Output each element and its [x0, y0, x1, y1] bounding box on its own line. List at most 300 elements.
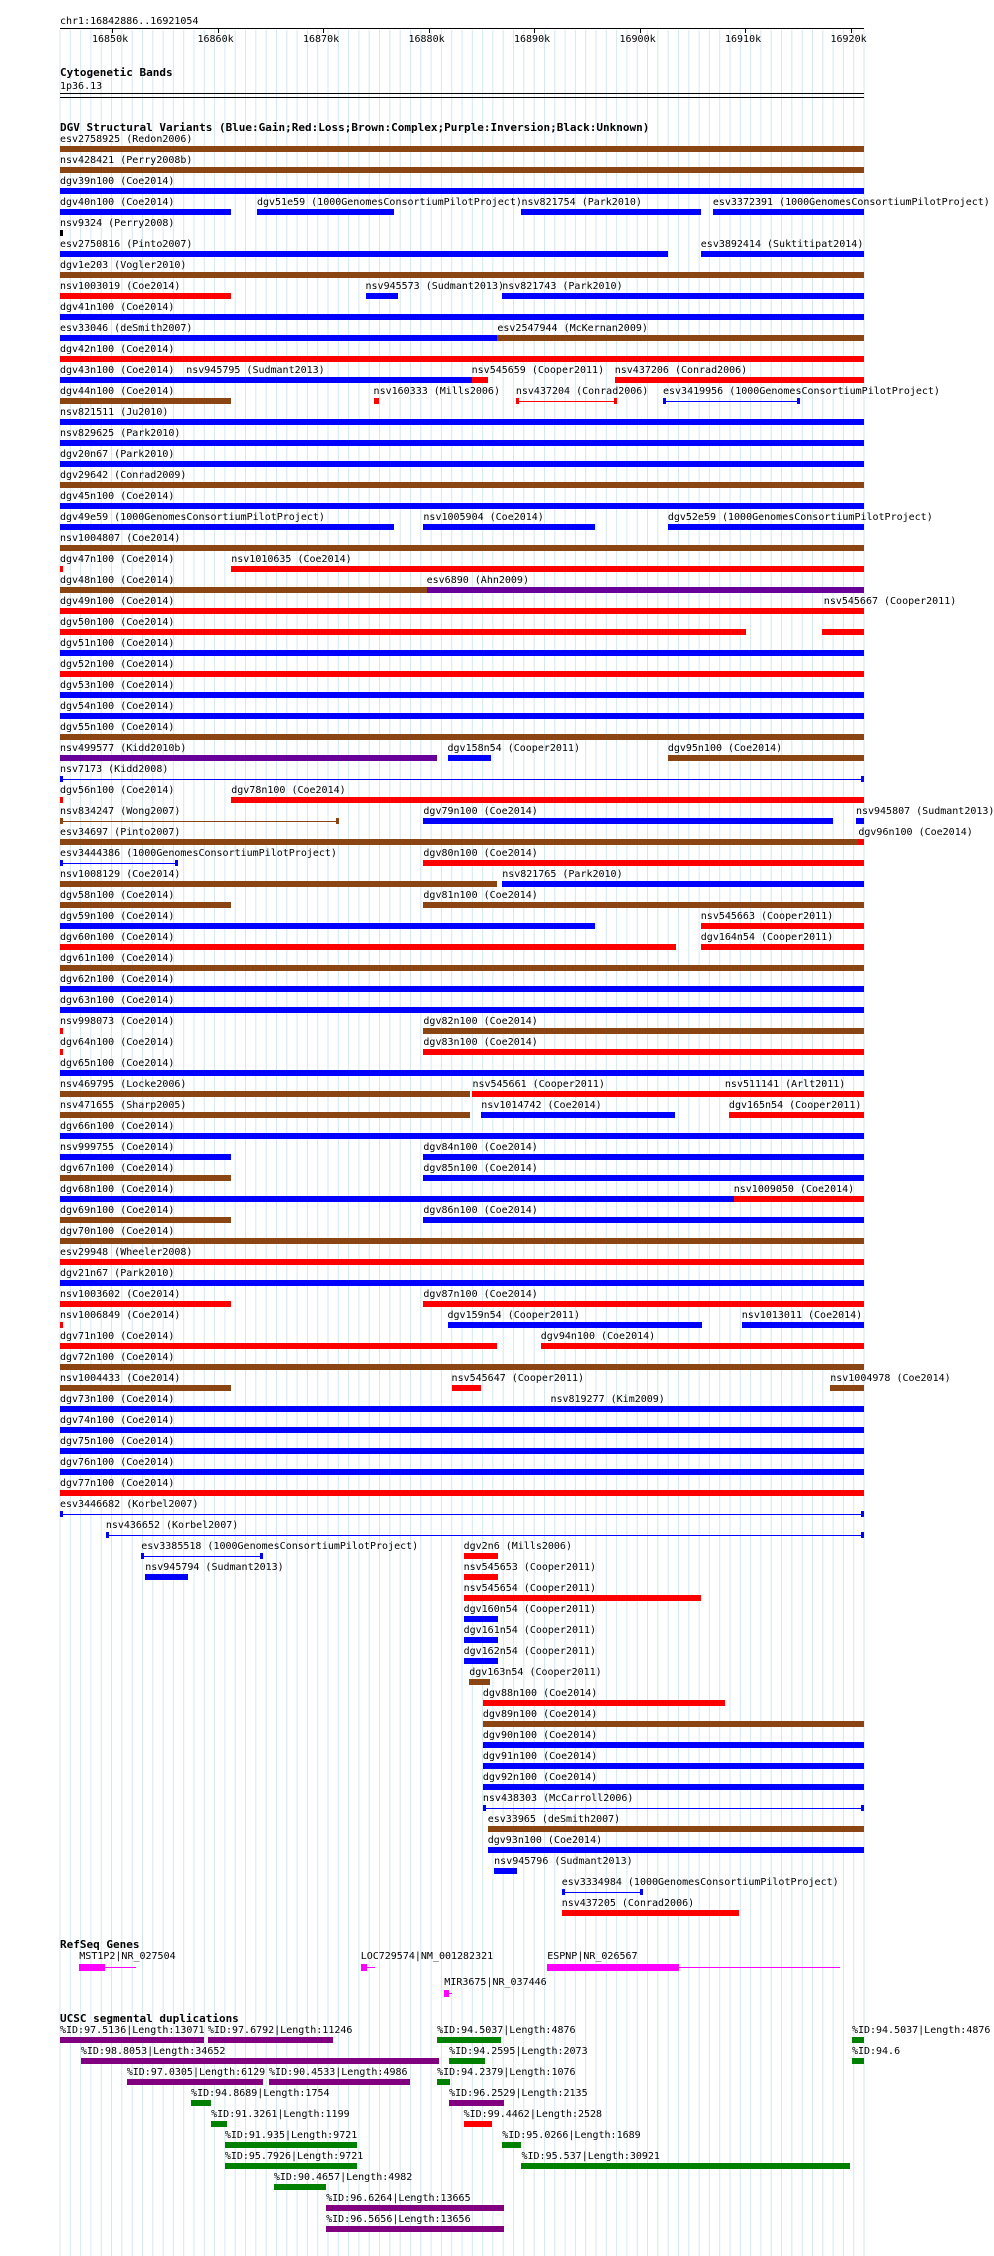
variant-bar[interactable]	[494, 1868, 517, 1874]
segdup-bar[interactable]	[437, 2079, 450, 2085]
variant-label: dgv2n6 (Mills2006)	[463, 1541, 572, 1552]
variant-bar[interactable]	[60, 1322, 63, 1328]
variant-label: nsv545654 (Cooper2011)	[463, 1583, 597, 1594]
variant-bar[interactable]	[60, 188, 864, 194]
variant-label: dgv75n100 (Coe2014)	[60, 1436, 175, 1447]
variant-label: dgv74n100 (Coe2014)	[60, 1415, 175, 1426]
variant-bar[interactable]	[60, 881, 497, 887]
variant-label: nsv7173 (Kidd2008)	[60, 764, 169, 775]
variant-bar[interactable]	[701, 923, 864, 929]
variant-label: nsv437206 (Conrad2006)	[614, 365, 748, 376]
variant-bar[interactable]	[742, 1322, 864, 1328]
variant-label: dgv77n100 (Coe2014)	[60, 1478, 175, 1489]
variant-bar[interactable]	[141, 1556, 262, 1557]
variant-label: dgv49e59 (1000GenomesConsortiumPilotProject)	[60, 512, 325, 523]
variant-label: dgv42n100 (Coe2014)	[60, 344, 175, 355]
variant-bar[interactable]	[427, 587, 864, 593]
cytoband-bar-lower	[60, 97, 864, 98]
segdup-label: %ID:94.2379|Length:1076	[437, 2067, 576, 2078]
variant-bar[interactable]	[464, 1658, 499, 1664]
variant-bar[interactable]	[464, 1637, 499, 1643]
variant-bar[interactable]	[701, 251, 864, 257]
ruler-tick	[323, 29, 324, 33]
variant-bar[interactable]	[483, 1742, 864, 1748]
variant-bar[interactable]	[186, 377, 475, 383]
variant-bar[interactable]	[60, 1469, 864, 1475]
variant-bar[interactable]	[60, 1280, 864, 1286]
variant-label: dgv61n100 (Coe2014)	[60, 953, 175, 964]
variant-bar[interactable]	[60, 1364, 864, 1370]
variant-label: dgv50n100 (Coe2014)	[60, 617, 175, 628]
ruler-tick-label: 16860k	[197, 34, 234, 45]
segdup-label: %ID:94.5037|Length:4876	[437, 2025, 576, 2036]
variant-label: dgv44n100 (Coe2014)	[60, 386, 175, 397]
variant-bar[interactable]	[60, 209, 231, 215]
variant-bar[interactable]	[60, 587, 427, 593]
ruler-tick-label: 16870k	[303, 34, 340, 45]
variant-label: nsv821754 (Park2010)	[521, 197, 642, 208]
variant-bar[interactable]	[663, 401, 800, 402]
variant-label: dgv93n100 (Coe2014)	[487, 1835, 603, 1846]
segdup-label: %ID:96.6264|Length:13665	[326, 2193, 471, 2204]
variant-bar[interactable]	[60, 1007, 864, 1013]
variant-label: dgv82n100 (Coe2014)	[423, 1016, 538, 1027]
ruler-tick	[112, 29, 113, 33]
variant-bar[interactable]	[60, 272, 864, 278]
variant-bar[interactable]	[60, 965, 864, 971]
ruler-tick	[745, 29, 746, 33]
segdup-bar[interactable]	[326, 2205, 504, 2211]
variant-label: dgv45n100 (Coe2014)	[60, 491, 175, 502]
variant-bar[interactable]	[550, 1406, 864, 1412]
variant-bar[interactable]	[562, 1910, 740, 1916]
variant-bar[interactable]	[516, 401, 617, 402]
variant-bar[interactable]	[423, 1154, 864, 1160]
ruler-tick-label: 16920k	[830, 34, 867, 45]
ruler-tick-label: 16850k	[92, 34, 129, 45]
variant-label: nsv437205 (Conrad2006)	[561, 1898, 695, 1909]
variant-bar[interactable]	[497, 335, 864, 341]
variant-label: dgv165n54 (Cooper2011)	[728, 1100, 862, 1111]
variant-label: esv33046 (deSmith2007)	[60, 323, 193, 334]
ruler-tick	[851, 29, 852, 33]
segdup-bar[interactable]	[449, 2058, 485, 2064]
variant-bar[interactable]	[60, 986, 864, 992]
variant-bar[interactable]	[60, 863, 178, 864]
gene-label: MST1P2|NR_027504	[79, 1951, 176, 1962]
variant-bar-end	[336, 818, 339, 824]
variant-label: nsv545667 (Cooper2011)	[823, 596, 957, 607]
variant-bar[interactable]	[423, 1217, 864, 1223]
variant-label: dgv62n100 (Coe2014)	[60, 974, 175, 985]
variant-bar[interactable]	[60, 821, 339, 822]
variant-label: nsv821765 (Park2010)	[502, 869, 623, 880]
segdup-label: %ID:90.4533|Length:4986	[269, 2067, 408, 2078]
variant-label: esv3334984 (1000GenomesConsortiumPilotProject)	[561, 1877, 839, 1888]
variant-label: nsv819277 (Kim2009)	[550, 1394, 665, 1405]
variant-bar-end	[861, 1805, 864, 1811]
variant-label: dgv83n100 (Coe2014)	[423, 1037, 538, 1048]
variant-bar[interactable]	[106, 1535, 864, 1536]
variant-label: dgv54n100 (Coe2014)	[60, 701, 175, 712]
segdup-bar[interactable]	[437, 2037, 501, 2043]
variant-label: dgv84n100 (Coe2014)	[423, 1142, 538, 1153]
segdup-bar[interactable]	[60, 2037, 204, 2043]
variant-label: dgv48n100 (Coe2014)	[60, 575, 175, 586]
variant-label: nsv428421 (Perry2008b)	[60, 155, 193, 166]
variant-label: nsv1013011 (Coe2014)	[741, 1310, 863, 1321]
gene-label: MIR3675|NR_037446	[444, 1977, 547, 1988]
gene-exon[interactable]	[361, 1964, 368, 1971]
segdup-label: %ID:94.2595|Length:2073	[449, 2046, 588, 2057]
variant-bar-end	[175, 860, 178, 866]
variant-label: esv33965 (deSmith2007)	[487, 1814, 621, 1825]
ruler-tick-label: 16910k	[725, 34, 762, 45]
variant-label: esv3444386 (1000GenomesConsortiumPilotProject)	[60, 848, 337, 859]
variant-label: dgv21n67 (Park2010)	[60, 1268, 175, 1279]
variant-bar[interactable]	[60, 356, 864, 362]
variant-bar[interactable]	[448, 1322, 703, 1328]
variant-bar[interactable]	[60, 1175, 231, 1181]
variant-bar-end	[861, 1532, 864, 1538]
variant-label: dgv60n100 (Coe2014)	[60, 932, 175, 943]
variant-label: esv34697 (Pinto2007)	[60, 827, 181, 838]
variant-label: dgv64n100 (Coe2014)	[60, 1037, 175, 1048]
ruler-line	[60, 28, 864, 29]
variant-bar-end	[725, 1091, 728, 1097]
variant-label: esv2758925 (Redon2006)	[60, 134, 193, 145]
cytoband-bar[interactable]	[60, 93, 864, 94]
variant-label: esv3446682 (Korbel2007)	[60, 1499, 199, 1510]
variant-bar[interactable]	[423, 1028, 864, 1034]
variant-bar[interactable]	[464, 1616, 499, 1622]
variant-label: dgv92n100 (Coe2014)	[482, 1772, 598, 1783]
variant-bar[interactable]	[502, 881, 864, 887]
variant-bar[interactable]	[423, 524, 594, 530]
variant-label: nsv438303 (McCarroll2006)	[482, 1793, 634, 1804]
variant-bar[interactable]	[562, 1892, 643, 1893]
variant-label: dgv58n100 (Coe2014)	[60, 890, 175, 901]
variant-bar[interactable]	[472, 377, 488, 383]
variant-bar[interactable]	[60, 419, 864, 425]
variant-bar[interactable]	[60, 440, 864, 446]
variant-bar[interactable]	[60, 608, 864, 614]
variant-bar[interactable]	[464, 1574, 499, 1580]
variant-label: dgv89n100 (Coe2014)	[482, 1709, 598, 1720]
variant-bar[interactable]	[464, 1595, 701, 1601]
variant-bar[interactable]	[615, 377, 864, 383]
variant-bar[interactable]	[423, 1301, 864, 1307]
variant-bar[interactable]	[423, 1175, 864, 1181]
variant-label: dgv40n100 (Coe2014)	[60, 197, 175, 208]
ruler-tick	[640, 29, 641, 33]
segdup-bar[interactable]	[852, 2037, 864, 2043]
variant-label: dgv63n100 (Coe2014)	[60, 995, 175, 1006]
variant-bar[interactable]	[60, 944, 676, 950]
variant-bar[interactable]	[60, 566, 63, 572]
ruler-tick	[218, 29, 219, 33]
segdup-label: %ID:97.5136|Length:13071	[60, 2025, 205, 2036]
gene-label: ESPNP|NR_026567	[547, 1951, 638, 1962]
variant-bar[interactable]	[374, 398, 380, 404]
variant-bar[interactable]	[60, 923, 595, 929]
variant-label: dgv85n100 (Coe2014)	[423, 1163, 538, 1174]
variant-label: nsv545661 (Cooper2011)	[472, 1079, 605, 1090]
variant-bar[interactable]	[725, 1094, 842, 1095]
variant-bar[interactable]	[483, 1763, 864, 1769]
variant-bar[interactable]	[60, 1133, 864, 1139]
ruler-tick-label: 16900k	[619, 34, 656, 45]
variant-label: nsv1004433 (Coe2014)	[60, 1373, 181, 1384]
variant-label: dgv162n54 (Cooper2011)	[463, 1646, 597, 1657]
variant-bar[interactable]	[60, 293, 231, 299]
ruler-tick	[534, 29, 535, 33]
variant-bar[interactable]	[60, 650, 864, 656]
variant-bar[interactable]	[60, 1091, 470, 1097]
variant-bar-end	[640, 1889, 643, 1895]
gene-exon[interactable]	[444, 1990, 449, 1997]
variant-label: nsv160333 (Mills2006)	[373, 386, 500, 397]
variant-label: dgv86n100 (Coe2014)	[423, 1205, 538, 1216]
variant-bar[interactable]	[60, 1514, 864, 1515]
cytoband-track-title: Cytogenetic Bands	[60, 66, 173, 79]
variant-bar-end	[60, 860, 63, 866]
variant-bar[interactable]	[858, 839, 864, 845]
variant-bar[interactable]	[60, 1343, 497, 1349]
variant-label: nsv1009050 (Coe2014)	[733, 1184, 855, 1195]
variant-label: dgv55n100 (Coe2014)	[60, 722, 175, 733]
variant-bar[interactable]	[60, 251, 668, 257]
variant-bar[interactable]	[60, 779, 864, 780]
segdup-label: %ID:94.8689|Length:1754	[191, 2088, 330, 2099]
variant-bar[interactable]	[60, 335, 497, 341]
variant-label: nsv1006849 (Coe2014)	[60, 1310, 181, 1321]
variant-bar[interactable]	[60, 1112, 470, 1118]
variant-label: nsv437204 (Conrad2006)	[515, 386, 649, 397]
variant-label: dgv66n100 (Coe2014)	[60, 1121, 175, 1132]
variant-bar[interactable]	[483, 1808, 864, 1809]
variant-bar[interactable]	[521, 209, 700, 215]
segdup-label: %ID:97.0305|Length:6129	[126, 2067, 266, 2078]
segdup-bar[interactable]	[449, 2100, 504, 2106]
variant-label: dgv76n100 (Coe2014)	[60, 1457, 175, 1468]
variant-bar[interactable]	[145, 1574, 188, 1580]
variant-label: esv6890 (Ahn2009)	[426, 575, 529, 586]
variant-bar[interactable]	[469, 1679, 490, 1685]
variant-label: dgv158n54 (Cooper2011)	[447, 743, 580, 754]
variant-bar[interactable]	[464, 1553, 499, 1559]
segdup-label: %ID:99.4462|Length:2528	[463, 2109, 603, 2120]
variant-label: dgv91n100 (Coe2014)	[482, 1751, 598, 1762]
variant-bar[interactable]	[60, 1259, 864, 1265]
variant-bar[interactable]	[668, 755, 864, 761]
cytoband-label: 1p36.13	[60, 81, 103, 92]
variant-label: nsv945573 (Sudmant2013)	[365, 281, 504, 292]
variant-bar-end	[516, 398, 519, 404]
variant-bar[interactable]	[423, 818, 832, 824]
variant-bar[interactable]	[60, 671, 864, 677]
variant-bar-end	[260, 1553, 263, 1559]
variant-bar-end	[141, 1553, 144, 1559]
segdup-bar[interactable]	[225, 2142, 357, 2148]
variant-label: nsv999755 (Coe2014)	[60, 1142, 175, 1153]
segdup-label: %ID:98.8053|Length:34652	[80, 2046, 226, 2057]
variant-bar[interactable]	[60, 1154, 231, 1160]
variant-bar[interactable]	[60, 902, 231, 908]
variant-label: dgv39n100 (Coe2014)	[60, 176, 175, 187]
variant-bar[interactable]	[60, 398, 231, 404]
variant-bar[interactable]	[60, 797, 63, 803]
refseq-track-title: RefSeq Genes	[60, 1938, 140, 1951]
segdup-bar[interactable]	[274, 2184, 326, 2190]
variant-bar[interactable]	[60, 146, 864, 152]
variant-label: nsv945795 (Sudmant2013)	[186, 365, 325, 376]
segdup-bar[interactable]	[81, 2058, 440, 2064]
variant-bar[interactable]	[60, 629, 746, 635]
variant-label: nsv1010635 (Coe2014)	[231, 554, 352, 565]
variant-label: nsv9324 (Perry2008)	[60, 218, 175, 229]
segdup-bar[interactable]	[521, 2163, 849, 2169]
variant-bar[interactable]	[452, 1385, 482, 1391]
gene-label: LOC729574|NM_001282321	[360, 1951, 494, 1962]
segdup-label: %ID:90.4657|Length:4982	[273, 2172, 413, 2183]
variant-bar[interactable]	[60, 734, 864, 740]
variant-bar[interactable]	[541, 1343, 864, 1349]
variant-bar[interactable]	[366, 293, 398, 299]
segdup-label: %ID:95.7926|Length:9721	[224, 2151, 364, 2162]
variant-label: nsv945807 (Sudmant2013)	[855, 806, 994, 817]
variant-bar[interactable]	[60, 1385, 231, 1391]
variant-bar[interactable]	[481, 1112, 675, 1118]
variant-label: nsv821511 (Ju2010)	[60, 407, 169, 418]
variant-bar[interactable]	[502, 293, 864, 299]
variant-label: nsv1005904 (Coe2014)	[423, 512, 544, 523]
variant-label: dgv94n100 (Coe2014)	[540, 1331, 656, 1342]
variant-bar[interactable]	[701, 944, 864, 950]
variant-bar[interactable]	[423, 1049, 864, 1055]
variant-bar[interactable]	[60, 524, 394, 530]
variant-bar[interactable]	[488, 1826, 864, 1832]
segdup-bar[interactable]	[464, 2121, 492, 2127]
variant-bar[interactable]	[60, 230, 63, 236]
gene-exon[interactable]	[79, 1964, 104, 1971]
variant-label: nsv1004978 (Coe2014)	[830, 1373, 951, 1384]
variant-bar-end	[614, 398, 617, 404]
variant-label: nsv1008129 (Coe2014)	[60, 869, 181, 880]
variant-bar[interactable]	[60, 1049, 63, 1055]
variant-label: dgv163n54 (Cooper2011)	[469, 1667, 602, 1678]
variant-label: dgv79n100 (Coe2014)	[423, 806, 538, 817]
variant-bar[interactable]	[60, 1217, 231, 1223]
variant-label: esv3385518 (1000GenomesConsortiumPilotProject)	[141, 1541, 419, 1552]
variant-label: dgv43n100 (Coe2014)	[60, 365, 175, 376]
variant-bar[interactable]	[483, 1721, 864, 1727]
variant-bar[interactable]	[423, 860, 864, 866]
segdup-bar[interactable]	[852, 2058, 864, 2064]
variant-bar[interactable]	[60, 1301, 231, 1307]
segdup-bar[interactable]	[208, 2037, 333, 2043]
variant-bar[interactable]	[231, 566, 864, 572]
segdup-bar[interactable]	[326, 2226, 504, 2232]
variant-bar[interactable]	[448, 755, 491, 761]
variant-label: dgv41n100 (Coe2014)	[60, 302, 175, 313]
variant-bar[interactable]	[729, 1112, 864, 1118]
segdup-track-title: UCSC segmental duplications	[60, 2012, 239, 2025]
variant-bar[interactable]	[60, 1238, 864, 1244]
variant-bar[interactable]	[60, 461, 864, 467]
variant-bar[interactable]	[668, 524, 864, 530]
variant-bar[interactable]	[60, 503, 864, 509]
segdup-bar[interactable]	[269, 2079, 410, 2085]
variant-bar[interactable]	[60, 713, 864, 719]
variant-label: nsv469795 (Locke2006)	[60, 1079, 187, 1090]
segdup-label: %ID:91.935|Length:9721	[224, 2130, 358, 2141]
variant-bar[interactable]	[60, 755, 437, 761]
segdup-label: %ID:96.5656|Length:13656	[326, 2214, 471, 2225]
variant-bar[interactable]	[60, 167, 864, 173]
segdup-label: %ID:94.6	[851, 2046, 901, 2057]
variant-bar-end	[562, 1889, 565, 1895]
variant-label: nsv545663 (Cooper2011)	[700, 911, 834, 922]
variant-bar[interactable]	[713, 209, 864, 215]
variant-label: dgv81n100 (Coe2014)	[423, 890, 538, 901]
variant-bar[interactable]	[60, 1028, 63, 1034]
variant-label: dgv70n100 (Coe2014)	[60, 1226, 175, 1237]
variant-label: nsv545647 (Cooper2011)	[451, 1373, 584, 1384]
variant-bar[interactable]	[60, 1427, 864, 1433]
segdup-label: %ID:96.2529|Length:2135	[449, 2088, 588, 2099]
variant-bar[interactable]	[734, 1196, 864, 1202]
variant-label: dgv52n100 (Coe2014)	[60, 659, 175, 670]
variant-bar[interactable]	[60, 1448, 864, 1454]
segdup-bar[interactable]	[191, 2100, 211, 2106]
variant-bar[interactable]	[60, 314, 864, 320]
variant-bar[interactable]	[60, 1490, 864, 1496]
variant-bar[interactable]	[60, 1070, 864, 1076]
variant-bar[interactable]	[60, 839, 864, 845]
variant-bar[interactable]	[822, 629, 864, 635]
variant-label: dgv20n67 (Park2010)	[60, 449, 175, 460]
variant-bar[interactable]	[60, 482, 864, 488]
variant-bar[interactable]	[856, 818, 864, 824]
variant-bar[interactable]	[423, 902, 864, 908]
variant-label: nsv511141 (Arlt2011)	[724, 1079, 846, 1090]
variant-bar[interactable]	[824, 608, 864, 614]
variant-label: esv2750816 (Pinto2007)	[60, 239, 193, 250]
segdup-bar[interactable]	[502, 2142, 521, 2148]
variant-label: dgv56n100 (Coe2014)	[60, 785, 175, 796]
segdup-bar[interactable]	[225, 2163, 357, 2169]
variant-bar[interactable]	[231, 797, 864, 803]
variant-bar[interactable]	[830, 1385, 864, 1391]
variant-bar[interactable]	[483, 1784, 864, 1790]
variant-bar[interactable]	[483, 1700, 725, 1706]
variant-bar[interactable]	[60, 377, 186, 383]
variant-bar[interactable]	[488, 1847, 864, 1853]
variant-bar-end	[839, 1091, 842, 1097]
variant-label: dgv72n100 (Coe2014)	[60, 1352, 175, 1363]
variant-bar-end	[60, 1511, 63, 1517]
variant-bar-end	[861, 776, 864, 782]
variant-bar[interactable]	[60, 692, 864, 698]
variant-label: dgv67n100 (Coe2014)	[60, 1163, 175, 1174]
segdup-bar[interactable]	[211, 2121, 227, 2127]
variant-label: esv3892414 (Suktitipat2014)	[700, 239, 864, 250]
variant-bar[interactable]	[60, 545, 864, 551]
variant-bar[interactable]	[257, 209, 394, 215]
gene-exon[interactable]	[547, 1964, 679, 1971]
segdup-bar[interactable]	[127, 2079, 263, 2085]
